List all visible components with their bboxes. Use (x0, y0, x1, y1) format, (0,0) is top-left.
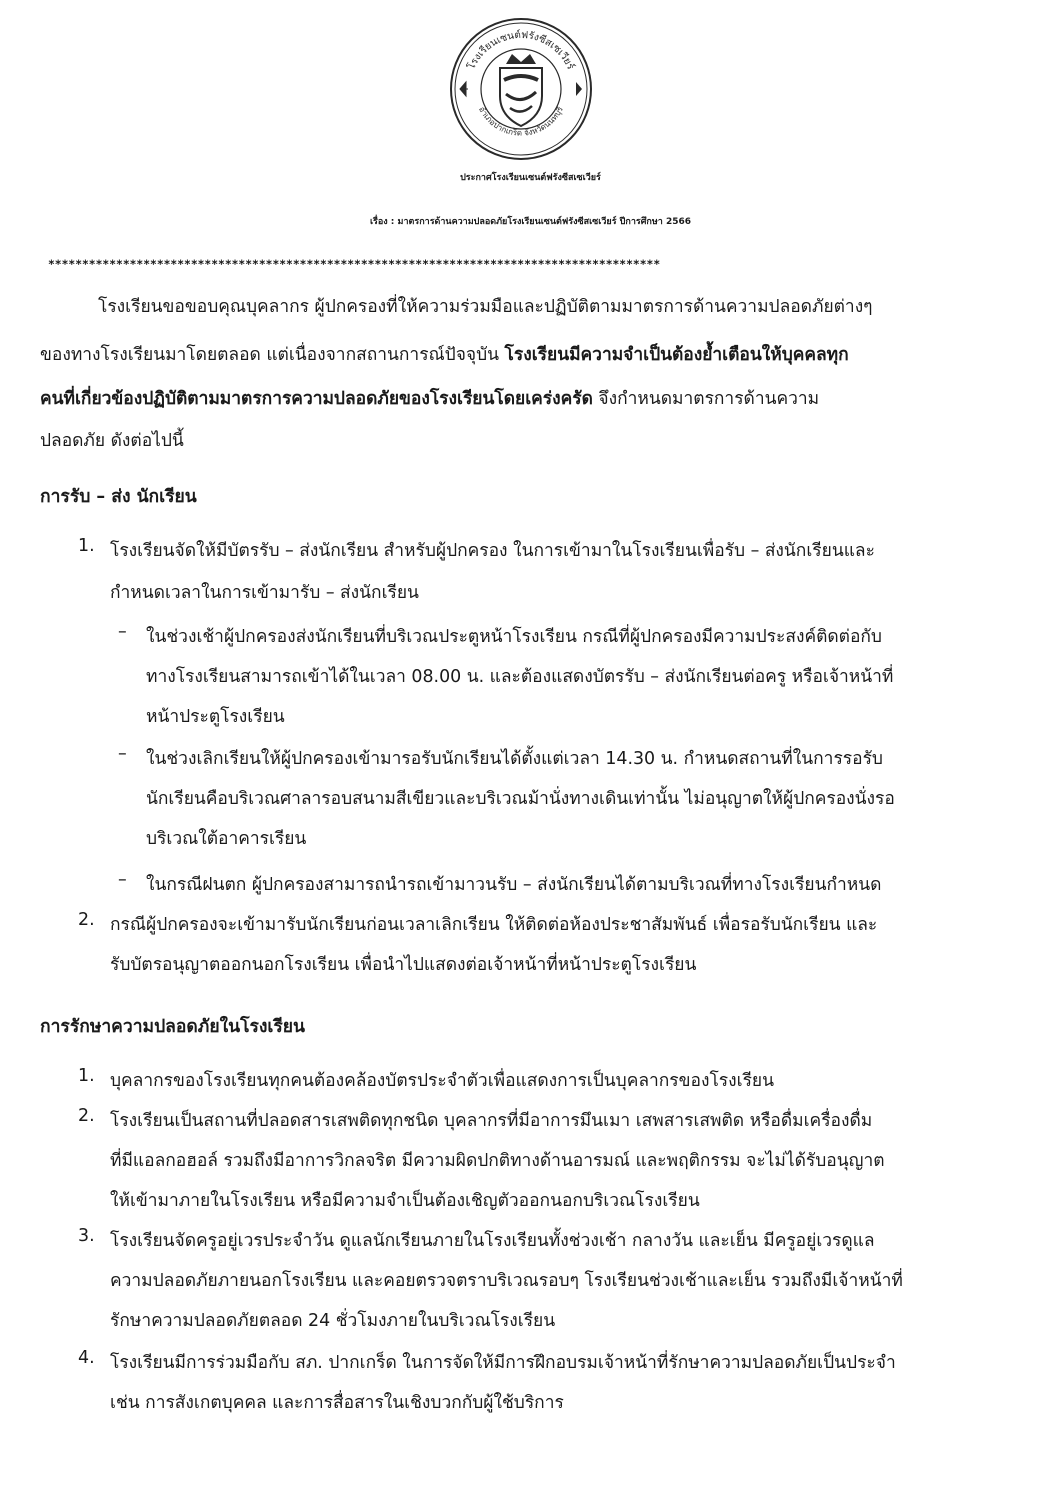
section-heading-security: การรักษาความปลอดภัยในโรงเรียน (40, 1017, 306, 1037)
list-number: 2. (78, 910, 95, 930)
intro-line-3 (40, 384, 819, 412)
intro-line-4: ปลอดภัย ดังต่อไปนี้ (40, 431, 184, 451)
list-item-line: ความปลอดภัยภายนอกโรงเรียน และคอยตรวจตราบริเวณรอบๆ โรงเรียนช่วงเช้าและเย็น รวมถึงมีเจ้าหน้าที่ (110, 1271, 903, 1291)
list-item-line: รักษาความปลอดภัยตลอด 24 ชั่วโมงภายในบริเวณโรงเรียน (110, 1311, 556, 1331)
list-number: 1. (78, 536, 95, 556)
sub-item-line: หน้าประตูโรงเรียน (146, 707, 285, 727)
intro-line-3-emphasis: คนที่เกี่ยวข้องปฏิบัติตามมาตรการความปลอดภัยของโรงเรียนโดยเคร่งครัด (40, 389, 593, 409)
list-item-line: โรงเรียนมีการร่วมมือกับ สภ. ปากเกร็ด ในการจัดให้มีการฝึกอบรมเจ้าหน้าที่รักษาความปลอดภัยเป็นประจำ (110, 1353, 896, 1373)
list-item-line: โรงเรียนจัดครูอยู่เวรประจำวัน ดูแลนักเรียนภายในโรงเรียนทั้งช่วงเช้า กลางวัน และเย็น มีครูอยู่เวรดูแล (110, 1231, 875, 1251)
list-item-line: โรงเรียนเป็นสถานที่ปลอดสารเสพติดทุกชนิด บุคลากรที่มีอาการมึนเมา เสพสารเสพติด หรือดื่มเครื่องดื่ม (110, 1111, 873, 1131)
sub-item-line: ทางโรงเรียนสามารถเข้าได้ในเวลา 08.00 น. และต้องแสดงบัตรรับ – ส่งนักเรียนต่อครู หรือเจ้าหน้าที่ (146, 667, 894, 687)
announcement-subject: เรื่อง : มาตรการด้านความปลอดภัยโรงเรียนเซนต์ฟรังซีสเซเวียร์ ปีการศึกษา 2566 (369, 217, 692, 227)
school-seal-logo (448, 16, 594, 162)
list-item-line: รับบัตรอนุญาตออกนอกโรงเรียน เพื่อนำไปแสดงต่อเจ้าหน้าที่หน้าประตูโรงเรียน (110, 955, 697, 975)
intro-line-1: โรงเรียนขอขอบคุณบุคลากร ผู้ปกครองที่ให้ความร่วมมือและปฏิบัติตามมาตรการด้านความปลอดภัยต่างๆ (98, 297, 873, 317)
list-item-line: โรงเรียนจัดให้มีบัตรรับ – ส่งนักเรียน สำหรับผู้ปกครอง ในการเข้ามาในโรงเรียนเพื่อรับ – ส่งนักเรียนและ (110, 541, 875, 561)
announcement-title: ประกาศโรงเรียนเซนต์ฟรังซีสเซเวียร์ (460, 173, 601, 183)
sub-item-line: ในช่วงเลิกเรียนให้ผู้ปกครองเข้ามารอรับนักเรียนได้ตั้งแต่เวลา 14.30 น. กำหนดสถานที่ในการรอรับ (146, 749, 883, 769)
list-item-line: กรณีผู้ปกครองจะเข้ามารับนักเรียนก่อนเวลาเลิกเรียน ให้ติดต่อห้องประชาสัมพันธ์ เพื่อรอรับนักเรียน และ (110, 915, 878, 935)
sub-item-line: ในช่วงเช้าผู้ปกครองส่งนักเรียนที่บริเวณประตูหน้าโรงเรียน กรณีที่ผู้ปกครองมีความประสงค์ติดต่อกับ (146, 627, 882, 647)
separator-line: ****************************************************************************************** (48, 258, 661, 271)
list-item-line: บุคลากรของโรงเรียนทุกคนต้องคล้องบัตรประจำตัวเพื่อแสดงการเป็นบุคลากรของโรงเรียน (110, 1071, 774, 1091)
section-heading-pickup: การรับ – ส่ง นักเรียน (40, 487, 197, 507)
sub-item-line: นักเรียนคือบริเวณศาลารอบสนามสีเขียวและบริเวณม้านั่งทางเดินเท่านั้น ไม่อนุญาตให้ผู้ปกครองนั่งรอ (146, 789, 895, 809)
list-item-line: กำหนดเวลาในการเข้ามารับ – ส่งนักเรียน (110, 583, 419, 603)
list-item-line: ให้เข้ามาภายในโรงเรียน หรือมีความจำเป็นต้องเชิญตัวออกนอกบริเวณโรงเรียน (110, 1191, 700, 1211)
sub-item-line: บริเวณใต้อาคารเรียน (146, 829, 307, 849)
list-number: 4. (78, 1348, 95, 1368)
list-number: 3. (78, 1226, 95, 1246)
intro-line-3-text: จึงกำหนดมาตรการด้านความ (592, 389, 820, 409)
intro-line-2-text: ของทางโรงเรียนมาโดยตลอด แต่เนื่องจากสถานการณ์ปัจจุบัน (40, 345, 505, 365)
list-number: 1. (78, 1066, 95, 1086)
dash-bullet: – (118, 622, 127, 642)
list-item-line: เช่น การสังเกตบุคคล และการสื่อสารในเชิงบวกกับผู้ใช้บริการ (110, 1393, 564, 1413)
intro-line-2-emphasis: โรงเรียนมีความจำเป็นต้องย้ำเตือนให้บุคคลทุก (504, 345, 849, 365)
sub-item-line: ในกรณีฝนตก ผู้ปกครองสามารถนำรถเข้ามาวนรับ – ส่งนักเรียนได้ตามบริเวณที่ทางโรงเรียนกำหนด (146, 875, 882, 895)
list-item-line: ที่มีแอลกอฮอล์ รวมถึงมีอาการวิกลจริต มีความผิดปกติทางด้านอารมณ์ และพฤติกรรม จะไม่ได้รับอนุญาต (110, 1151, 885, 1171)
dash-bullet: – (118, 870, 127, 890)
list-number: 2. (78, 1106, 95, 1126)
svg-text:โรงเรียนเซนต์ฟรังซีสเซเวียร์: โรงเรียนเซนต์ฟรังซีสเซเวียร์ (466, 29, 576, 72)
intro-line-2 (40, 340, 849, 368)
svg-text:อำเภอปากเกร็ด จังหวัดนนทบุรี: อำเภอปากเกร็ด จังหวัดนนทบุรี (477, 105, 565, 138)
dash-bullet: – (118, 744, 127, 764)
